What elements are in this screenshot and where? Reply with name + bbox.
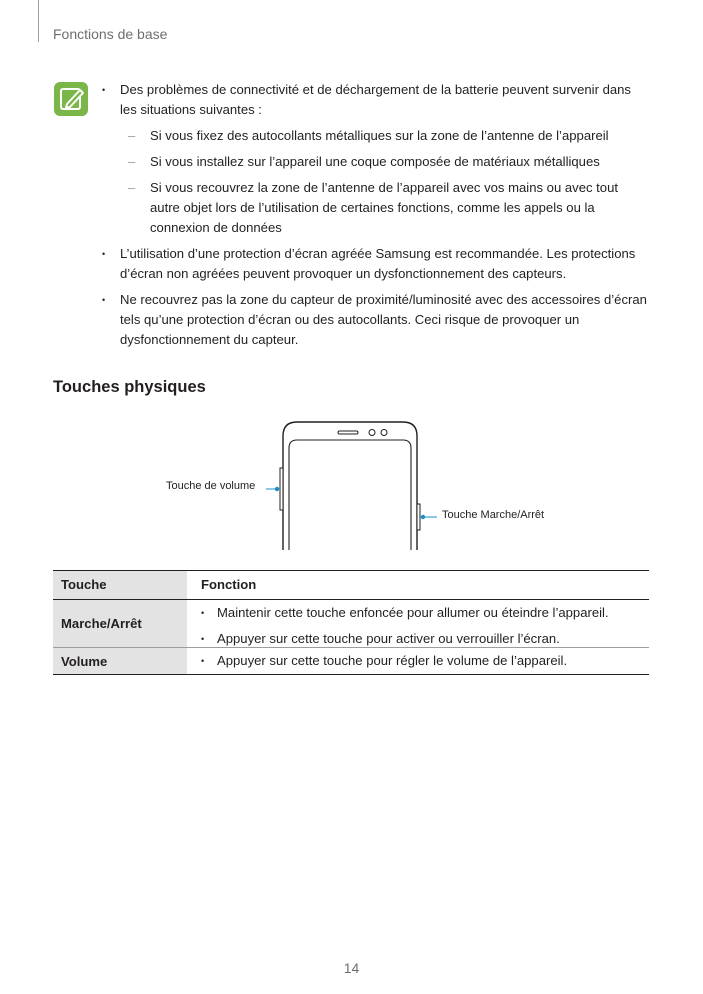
page-header-title: Fonctions de base: [53, 26, 168, 42]
volume-key: [280, 468, 283, 510]
power-callout-dot: [421, 515, 425, 519]
note-bullet-sensor: • Ne recouvrez pas la zone du capteur de proximité/luminosité avec des accessoires d’écran tels qu’une protection d’écran ou des autocollants. Ceci risque de provoquer un dysfonctionnement du capteur.: [102, 290, 650, 350]
table-key-cell: [53, 600, 187, 647]
note-bullet-screen-protector: • L’utilisation d’une protection d’écran agréée Samsung est recommandée. Les protections d’écran non agréées peuvent provoquer un dysfonctionnement des capteurs.: [102, 244, 650, 284]
power-key: [417, 504, 420, 530]
section-title: Touches physiques: [53, 378, 206, 396]
table-key-cell: [53, 648, 187, 674]
earpiece: [338, 431, 358, 434]
note-pencil-icon: [54, 82, 88, 116]
power-key-label: Touche Marche/Arrêt: [442, 509, 545, 521]
note-sub-covering: – Si vous recouvrez la zone de l’antenne de l’appareil avec vos mains ou avec tout autre objet lors de l’utilisation de certaines fonctions, comme les appels ou la connexion de données: [102, 178, 650, 238]
note-bullet-connectivity: • Des problèmes de connectivité et de déchargement de la batterie peuvent survenir dans les situations suivantes :: [102, 80, 650, 120]
header-rule: [38, 0, 39, 42]
table-header-key: Touche: [53, 571, 187, 599]
table-function-item: • Appuyer sur cette touche pour régler le volume de l’appareil.: [201, 651, 649, 671]
table-header-function: Fonction: [201, 577, 257, 592]
page-number: 14: [343, 960, 360, 976]
table-function-cell: [187, 648, 649, 674]
camera-dot: [381, 430, 387, 436]
volume-callout-dot: [275, 487, 279, 491]
notes-block: [102, 80, 650, 350]
table-header-row: [53, 570, 649, 600]
keys-table: [53, 570, 649, 675]
table-row: [53, 600, 649, 648]
note-sub-case: – Si vous installez sur l’appareil une coque composée de matériaux métalliques: [102, 152, 650, 172]
table-function-item: • Appuyer sur cette touche pour activer ou verrouiller l’écran.: [201, 629, 649, 649]
table-key-volume: Volume: [61, 653, 108, 669]
table-row: [53, 648, 649, 675]
sensor-dot: [369, 430, 375, 436]
note-sub-stickers: – Si vous fixez des autocollants métalliques sur la zone de l’antenne de l’appareil: [102, 126, 650, 146]
table-function-item: • Maintenir cette touche enfoncée pour allumer ou éteindre l’appareil.: [201, 603, 649, 623]
table-function-cell: [187, 600, 649, 647]
volume-key-label: Touche de volume: [166, 480, 256, 492]
table-key-power: Marche/Arrêt: [61, 616, 142, 631]
